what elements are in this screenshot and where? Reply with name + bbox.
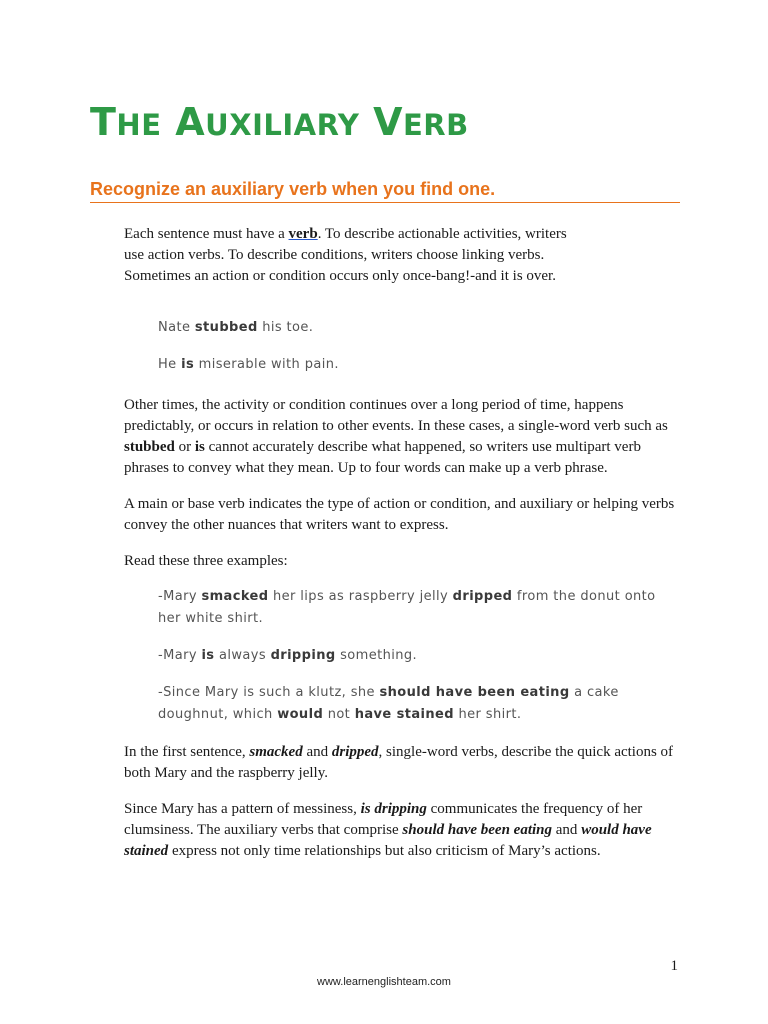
paragraph: Since Mary has a pattern of messiness, is dripping communicates the frequency of her clumsiness. The auxiliary verbs that comprise should have been eating and would have stained express not only time relationships but also criticism of Mary’s actions. [124,801,652,859]
page-number: 1 [670,958,678,974]
paragraph: A main or base verb indicates the type of action or condition, and auxiliary or helping verbs convey the other nuances that writers want to express. [124,496,675,533]
page-title: THE AUXILIARY VERB [90,100,469,144]
example-sentence: Nate stubbed his toe. [158,320,314,335]
paragraph: In the first sentence, smacked and dripped, single-word verbs, describe the quick actions of both Mary and the raspberry jelly. [124,744,674,781]
example-sentence: He is miserable with pain. [158,357,339,372]
document-body [124,224,680,862]
section-heading: Recognize an auxiliary verb when you find one. [90,178,680,203]
example-sentence: -Mary smacked her lips as raspberry jelly dripped from the donut onto her white shirt. [158,589,656,626]
footer-url: www.learnenglishteam.com [317,976,451,988]
example-sentence: -Mary is always dripping something. [158,648,418,663]
example-sentence: -Since Mary is such a klutz, she should have been eating a cake doughnut, which would not have stained her shirt. [158,685,619,722]
verb-link[interactable]: verb [288,226,318,242]
paragraph: Other times, the activity or condition continues over a long period of time, happens predictably, or occurs in relation to other events. In these cases, a single-word verb such as stubbed or is cannot accurately describe what happened, so writers use multipart verb phrases to convey what they mean. Up to four words can make up a verb phrase. [124,397,668,476]
paragraph: Read these three examples: [124,553,288,569]
intro-paragraph: Each sentence must have a verb. To describe actionable activities, writers use action verbs. To describe conditions, writers choose linking verbs. Sometimes an action or condition occurs only once-bang!-and it is over. [124,226,567,284]
